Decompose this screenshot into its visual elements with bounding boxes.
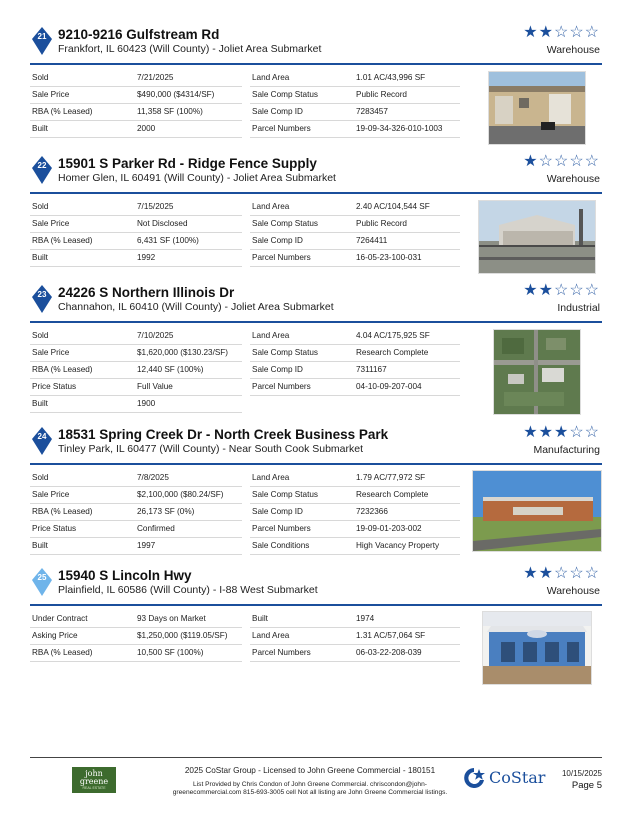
property-type: Manufacturing: [533, 444, 600, 456]
star-empty-icon: ☆: [584, 282, 600, 299]
property-header: [30, 153, 602, 192]
star-filled-icon: ★: [538, 24, 554, 41]
property-address[interactable]: 9210-9216 Gulfstream Rd: [58, 27, 220, 42]
detail-row: Sold 7/15/2025 Land Area 2.40 AC/104,544 SF: [30, 199, 460, 216]
detail-row: Sale Price Not Disclosed Sale Comp Status Public Record: [30, 216, 460, 233]
map-pin-icon: 21: [32, 27, 52, 55]
property-address[interactable]: 18531 Spring Creek Dr - North Creek Business Park: [58, 427, 389, 442]
detail-row: RBA (% Leased) 11,358 SF (100%) Sale Comp ID 7283457: [30, 104, 460, 121]
star-filled-icon: ★: [523, 24, 539, 41]
footer-license: 2025 CoStar Group - Licensed to John Greene Commercial - 180151: [184, 766, 436, 775]
footer-divider: [30, 757, 602, 758]
detail-row: Asking Price $1,250,000 ($119.05/SF) Land Area 1.31 AC/57,064 SF: [30, 628, 460, 645]
footer-disclaimer: List Provided by Chris Condon of John Greene Commercial. chriscondon@john-greenecommercial.com 815-693-3005 cell Not all listing are John Greene Commercial listings.: [172, 781, 448, 797]
property-location: Plainfield, IL 60586 (Will County) - I-88 West Submarket: [58, 584, 318, 596]
property-aerial-photo[interactable]: [493, 329, 581, 415]
detail-row: Sold 7/10/2025 Land Area 4.04 AC/175,925 SF: [30, 328, 460, 345]
property-header: [30, 424, 602, 463]
star-empty-icon: ☆: [553, 153, 570, 170]
property-23: [30, 282, 602, 408]
detail-row: Price Status Full Value Parcel Numbers 04-10-09-207-004: [30, 379, 460, 396]
detail-row: Built 1997 Sale Conditions High Vacancy Property: [30, 538, 460, 555]
star-filled-icon: ★: [538, 565, 554, 582]
property-location: Tinley Park, IL 60477 (Will County) - Near South Cook Submarket: [58, 443, 364, 455]
map-pin-icon: 25: [32, 568, 52, 596]
property-details: [30, 328, 460, 413]
star-rating: [523, 25, 600, 41]
star-empty-icon: ☆: [584, 565, 600, 582]
detail-row: Sale Price $2,100,000 ($80.24/SF) Sale Comp Status Research Complete: [30, 487, 460, 504]
detail-row: Sale Price $490,000 ($4314/SF) Sale Comp Status Public Record: [30, 87, 460, 104]
star-empty-icon: ☆: [569, 424, 585, 441]
star-empty-icon: ☆: [553, 565, 570, 582]
property-header: [30, 24, 602, 63]
star-empty-icon: ☆: [584, 153, 600, 170]
property-type: Warehouse: [546, 44, 600, 56]
star-empty-icon: ☆: [569, 565, 585, 582]
property-photo[interactable]: [488, 71, 586, 145]
star-rating: [523, 154, 600, 170]
star-rating: [523, 425, 600, 441]
property-24: [30, 424, 602, 550]
star-filled-icon: ★: [523, 153, 539, 170]
detail-row: Sale Price $1,620,000 ($130.23/SF) Sale Comp Status Research Complete: [30, 345, 460, 362]
john-greene-logo: john greene REAL ESTATE: [72, 767, 116, 793]
detail-row: RBA (% Leased) 12,440 SF (100%) Sale Comp ID 7311167: [30, 362, 460, 379]
costar-logo: CoStar: [463, 767, 487, 789]
star-empty-icon: ☆: [569, 153, 585, 170]
detail-row: RBA (% Leased) 6,431 SF (100%) Sale Comp ID 7264411: [30, 233, 460, 250]
property-details: [30, 70, 460, 138]
detail-row: Built 1900: [30, 396, 460, 413]
star-filled-icon: ★: [523, 282, 539, 299]
property-address[interactable]: 15940 S Lincoln Hwy: [58, 568, 192, 583]
star-empty-icon: ☆: [569, 24, 585, 41]
section-divider: [30, 63, 602, 65]
detail-row: Sold 7/21/2025 Land Area 1.01 AC/43,996 SF: [30, 70, 460, 87]
section-divider: [30, 192, 602, 194]
detail-row: Under Contract 93 Days on Market Built 1974: [30, 611, 460, 628]
star-empty-icon: ☆: [538, 153, 554, 170]
detail-row: Built 2000 Parcel Numbers 19-09-34-326-010-1003: [30, 121, 460, 138]
star-filled-icon: ★: [538, 282, 554, 299]
property-type: Warehouse: [546, 585, 600, 597]
star-empty-icon: ☆: [569, 282, 585, 299]
property-address[interactable]: 24226 S Northern Illinois Dr: [58, 285, 235, 300]
star-empty-icon: ☆: [584, 24, 600, 41]
property-22: [30, 153, 602, 262]
property-photo[interactable]: [478, 200, 596, 274]
property-header: [30, 282, 602, 321]
property-type: Warehouse: [546, 173, 600, 185]
star-filled-icon: ★: [553, 424, 570, 441]
page-number: Page 5: [571, 780, 602, 791]
property-25: [30, 565, 602, 657]
map-pin-icon: 22: [32, 156, 52, 184]
map-pin-icon: 24: [32, 427, 52, 455]
detail-row: Sold 7/8/2025 Land Area 1.79 AC/77,972 SF: [30, 470, 460, 487]
detail-row: Price Status Confirmed Parcel Numbers 19-09-01-203-002: [30, 521, 460, 538]
property-details: [30, 470, 460, 555]
property-21: [30, 24, 602, 133]
property-details: [30, 199, 460, 267]
property-photo[interactable]: [472, 470, 602, 552]
star-filled-icon: ★: [523, 424, 539, 441]
detail-row: RBA (% Leased) 26,173 SF (0%) Sale Comp ID 7232366: [30, 504, 460, 521]
costar-icon: [463, 767, 487, 789]
property-details: [30, 611, 460, 662]
property-photo[interactable]: [482, 611, 592, 685]
section-divider: [30, 321, 602, 323]
detail-row: RBA (% Leased) 10,500 SF (100%) Parcel Numbers 06-03-22-208-039: [30, 645, 460, 662]
property-location: Homer Glen, IL 60491 (Will County) - Joliet Area Submarket: [58, 172, 336, 184]
property-type: Industrial: [557, 302, 600, 314]
property-header: [30, 565, 602, 604]
star-rating: [523, 283, 600, 299]
property-location: Channahon, IL 60410 (Will County) - Joliet Area Submarket: [58, 301, 334, 313]
star-rating: [523, 566, 600, 582]
star-filled-icon: ★: [523, 565, 539, 582]
section-divider: [30, 463, 602, 465]
report-date: 10/15/2025: [561, 769, 602, 778]
star-filled-icon: ★: [538, 424, 554, 441]
property-location: Frankfort, IL 60423 (Will County) - Joliet Area Submarket: [58, 43, 322, 55]
property-address[interactable]: 15901 S Parker Rd - Ridge Fence Supply: [58, 156, 317, 171]
star-empty-icon: ☆: [584, 424, 600, 441]
detail-row: Built 1992 Parcel Numbers 16-05-23-100-031: [30, 250, 460, 267]
star-empty-icon: ☆: [553, 282, 570, 299]
star-empty-icon: ☆: [553, 24, 570, 41]
section-divider: [30, 604, 602, 606]
map-pin-icon: 23: [32, 285, 52, 313]
